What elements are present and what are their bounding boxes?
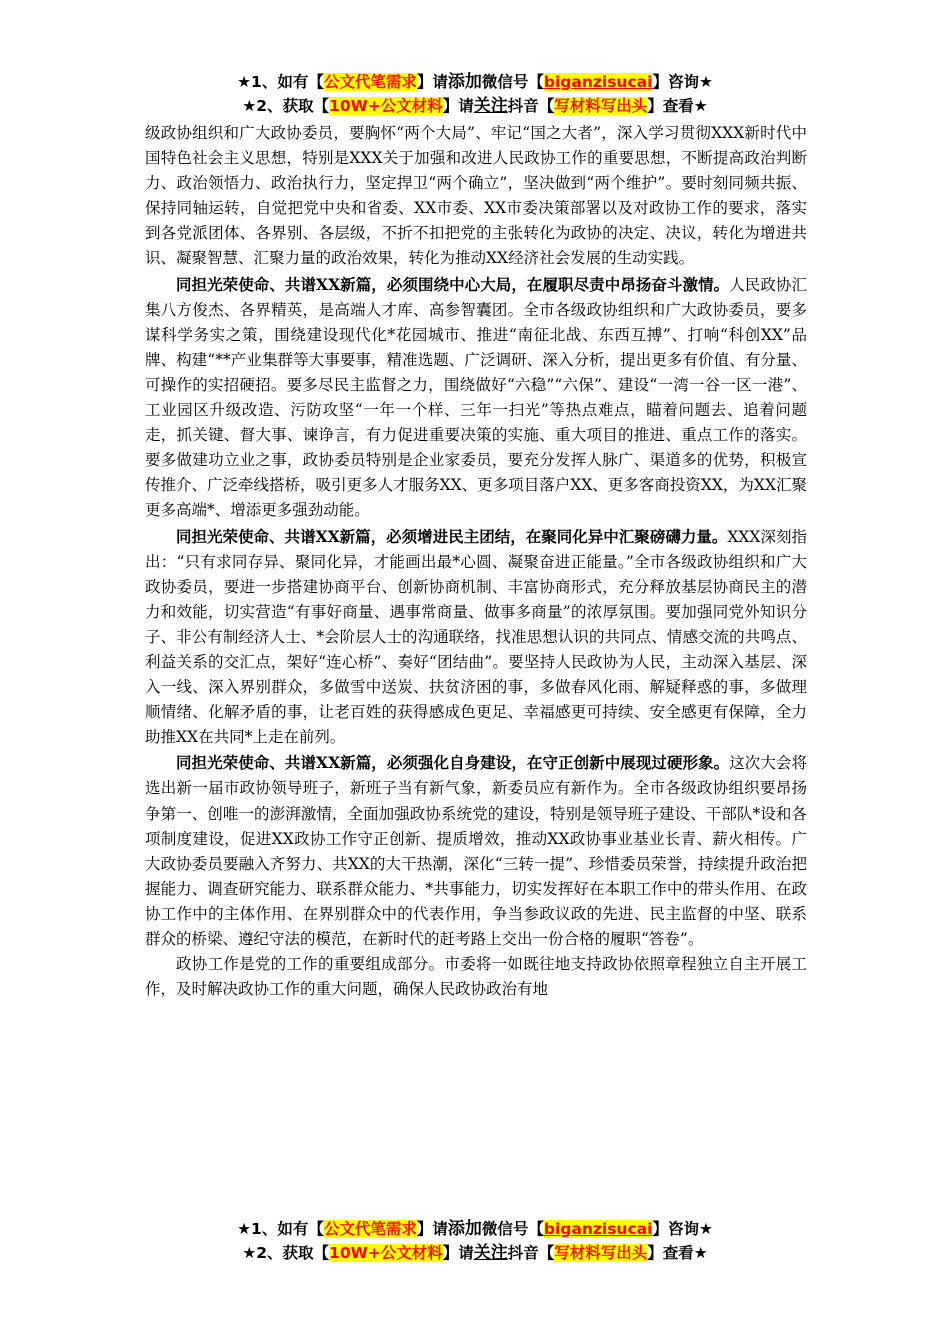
douyin-account: 写材料写出头 <box>554 1244 648 1262</box>
paragraph-text: 人民政协汇集八方俊杰、各界精英，是高端人才库、高参智囊团。全市各级政协组织和广大政协委员，要多谋科学务实之策，围绕建设现代化*花园城市、推进“南征北战、东西互搏”、打响“科创XX”品牌、构建“**产业集群等大事要事，精准选题、广泛调研、深入分析，提出更多有价值、有分量、可操作的实招硬招。要多尽民主监督之力，围绕做好“六稳”“六保”、建设“一湾一谷一区一港”、工业园区升级改造、污防攻坚“一年一个样、三年一扫光”等热点难点，瞄着问题去、追着问题走，抓关键、督大事、谏诤言，有力促进重要决策的实施、重大项目的推进、重点工作的落实。要多做建功立业之事，政协委员特别是企业家委员，要充分发挥人脉广、渠道多的优势，积极宣传推介、广泛牵线搭桥，吸引更多人才服务XX、更多项目落户XX、更多客商投资XX，为XX汇聚更多高端*、增添更多强劲动能。 <box>145 275 807 520</box>
emphasis-text: 添加 <box>447 1219 482 1239</box>
banner-text: 】查看★ <box>647 1244 708 1262</box>
highlight-text: 10W+公文材料 <box>329 1244 443 1262</box>
banner-text: ★2、获取【 <box>242 97 330 115</box>
highlight-text: 公文代笔需求 <box>323 73 417 91</box>
document-body <box>145 121 807 1002</box>
paragraph-heading: 同担光荣使命、共谱XX新篇，必须强化自身建设，在守正创新中展现过硬形象。 <box>176 753 730 773</box>
banner-line-1 <box>0 1217 950 1241</box>
banner-text: 微信号【 <box>481 1220 544 1238</box>
banner-text: ★2、获取【 <box>242 1244 330 1262</box>
emphasis-text: 关注 <box>473 1243 508 1263</box>
banner-line-2 <box>0 1241 950 1265</box>
banner-text: 抖音【 <box>507 1244 555 1262</box>
banner-text: ★1、如有【 <box>237 73 324 91</box>
banner-text: ★1、如有【 <box>237 1220 324 1238</box>
footer-banner <box>0 1217 950 1265</box>
banner-text: 】请 <box>416 73 448 91</box>
paragraph <box>145 272 807 524</box>
paragraph-text: 这次大会将选出新一届市政协领导班子，新班子当有新气象，新委员应有新作为。全市各级政协组织要昂扬争第一、创唯一的澎湃激情，全面加强政协系统党的建设，特别是领导班子建设、干部队*设和各项制度建设，促进XX政协工作守正创新、提质增效，推动XX政协事业基业长青、薪火相传。广大政协委员要融入齐努力、共XX的大干热潮，深化“三转一提”、珍惜委员荣誉，持续提升政治把握能力、调查研究能力、联系群众能力、*共事能力，切实发挥好在本职工作中的带头作用、在政协工作中的主体作用、在界别群众中的代表作用，争当参政议政的先进、民主监督的中坚、联系群众的桥梁、遵纪守法的模范，在新时代的赶考路上交出一份合格的履职“答卷”。 <box>145 754 807 948</box>
paragraph: 政协工作是党的工作的重要组成部分。市委将一如既往地支持政协依照章程独立自主开展工作，及时解决政协工作的重大问题，确保人民政协政治有地 <box>145 955 807 999</box>
wechat-id: biganzisucai <box>543 1220 653 1238</box>
paragraph: 级政协组织和广大政协委员，要胸怀“两个大局”、牢记“国之大者”，深入学习贯彻XXX新时代中国特色社会主义思想，特别是XXX关于加强和改进人民政协工作的重要思想，不断提高政治判断力、政治领悟力、政治执行力，坚定捍卫“两个确立”，坚决做到“两个维护”。要时刻同频共振、保持同轴运转，自觉把党中央和省委、XX市委、XX市委决策部署以及对政协工作的要求，落实到各党派团体、各界别、各层级，不折不扣把党的主张转化为政协的决定、决议，转化为增进共识、凝聚智慧、汇聚力量的政治效果，转化为推动XX经济社会发展的生动实践。 <box>145 124 807 268</box>
banner-text: 微信号【 <box>481 73 544 91</box>
header-banner <box>0 70 950 118</box>
emphasis-text: 添加 <box>447 72 482 92</box>
banner-text: 】请 <box>442 97 474 115</box>
highlight-text: 10W+公文材料 <box>329 97 443 115</box>
banner-text: 】咨询★ <box>652 73 713 91</box>
banner-text: 】咨询★ <box>652 1220 713 1238</box>
banner-line-1 <box>0 70 950 94</box>
highlight-text: 公文代笔需求 <box>323 1220 417 1238</box>
paragraph-text: XXX深刻指出：“只有求同存异、聚同化异，才能画出最*心圆、凝聚奋进正能量。”全市各级政协组织和广大政协委员，要进一步搭建协商平台、创新协商机制、丰富协商形式，充分释放基层协商民主的潜力和效能，切实营造“有事好商量、遇事常商量、做事多商量”的浓厚氛围。要加强同党外知识分子、非公有制经济人士、*会阶层人士的沟通联络，找准思想认识的共同点、情感交流的共鸣点、利益关系的交汇点，架好“连心桥”、奏好“团结曲”。要坚持人民政协为人民，主动深入基层、深入一线、深入界别群众，多做雪中送炭、扶贫济困的事，多做春风化雨、解疑释惑的事，多做理顺情绪、化解矛盾的事，让老百姓的获得感成色更足、幸福感更可持续、安全感更有保障，全力助推XX在共同*上走在前列。 <box>145 527 807 747</box>
wechat-id: biganzisucai <box>543 73 653 91</box>
banner-text: 】请 <box>416 1220 448 1238</box>
paragraph-heading: 同担光荣使命、共谱XX新篇，必须增进民主团结，在聚同化异中汇聚磅礴力量。 <box>176 526 728 546</box>
banner-text: 】请 <box>442 1244 474 1262</box>
paragraph <box>145 750 807 952</box>
douyin-account: 写材料写出头 <box>554 97 648 115</box>
banner-line-2 <box>0 94 950 118</box>
banner-text: 】查看★ <box>647 97 708 115</box>
paragraph-heading: 同担光荣使命、共谱XX新篇，必须围绕中心大局，在履职尽责中昂扬奋斗激情。 <box>176 274 730 294</box>
emphasis-text: 关注 <box>473 96 508 116</box>
banner-text: 抖音【 <box>507 97 555 115</box>
paragraph <box>145 524 807 751</box>
